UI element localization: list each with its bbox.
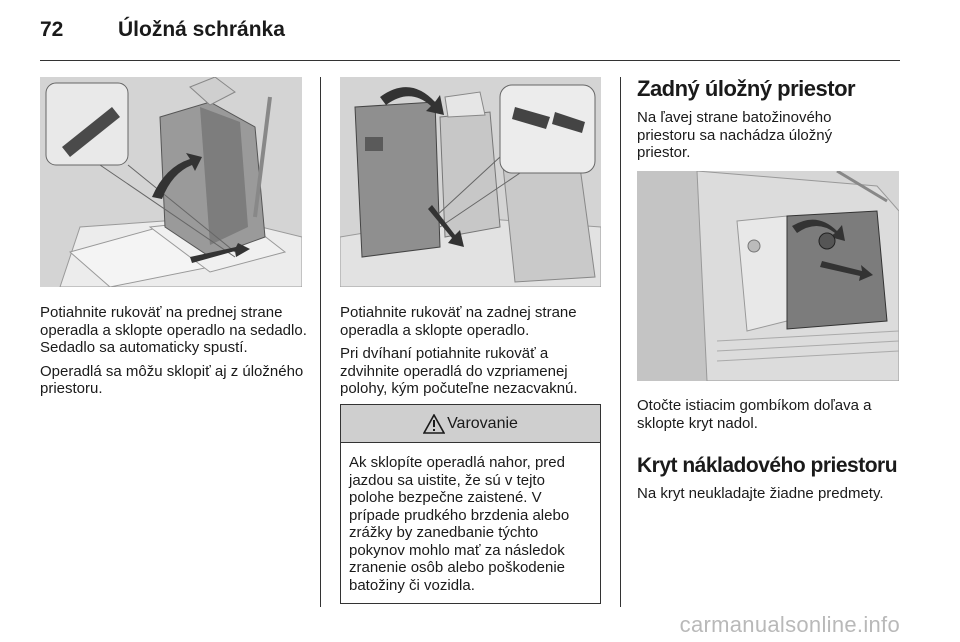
- seat-fold-front-drawing: [40, 77, 302, 287]
- col2-text: [340, 304, 608, 404]
- warning-header: [341, 405, 600, 443]
- warning-title: Varovanie: [447, 414, 518, 432]
- column-divider-2: [620, 77, 621, 607]
- storage-caption: Otočte istiacim gombíkom doľava a sklopte kryt nadol.: [637, 397, 872, 432]
- col1-paragraph-2: Operadlá sa môžu sklopiť aj z úložného priestoru.: [40, 362, 304, 397]
- header-divider: [40, 60, 900, 61]
- seat-fold-rear-drawing: [340, 77, 601, 287]
- storage-compartment-drawing: [637, 171, 899, 381]
- page-header: [0, 0, 960, 62]
- column-divider-1: [320, 77, 321, 607]
- warning-text: Ak sklopíte operadlá nahor, pred jazdou sa uistite, že sú v tejto polohe bezpečne zaistené. V prípade prudkého brzdenia alebo zrážky by zanedbanie týchto pokynov mohlo mať za následok zranenie osôb alebo poškodenie batožiny či vozidla.: [349, 454, 570, 594]
- col2-paragraph-2: Pri dvíhaní potiahnite rukoväť a zdvihnite operadlá do vzpriamenej polohy, kým počuteľne nezacvaknú.: [340, 345, 578, 397]
- col2-paragraph-1: Potiahnite rukoväť na zadnej strane operadla a sklopte operadlo.: [340, 304, 577, 339]
- warning-triangle-icon: [423, 414, 445, 434]
- warning-box: [340, 404, 601, 604]
- seat-fold-rear-illustration: [340, 77, 601, 287]
- section-text-rear-storage: Na ľavej strane batožinového priestoru sa nachádza úložný priestor.: [637, 109, 833, 161]
- section-heading-rear-storage: Zadný úložný priestor: [637, 76, 856, 101]
- seat-fold-front-illustration: [40, 77, 302, 287]
- section-heading-load-cover: Kryt nákladového priestoru: [637, 454, 898, 477]
- watermark: carmanualsonline.info: [679, 612, 900, 637]
- col1-text: [40, 304, 308, 404]
- col1-paragraph-1: Potiahnite rukoväť na prednej strane operadla a sklopte operadlo na sedadlo. Sedadlo sa automaticky spustí.: [40, 304, 307, 356]
- page-number: 72: [40, 18, 64, 41]
- storage-compartment-illustration: [637, 171, 899, 381]
- page-title: Úložná schránka: [118, 18, 285, 41]
- section-text-load-cover: Na kryt neukladajte žiadne predmety.: [637, 485, 884, 502]
